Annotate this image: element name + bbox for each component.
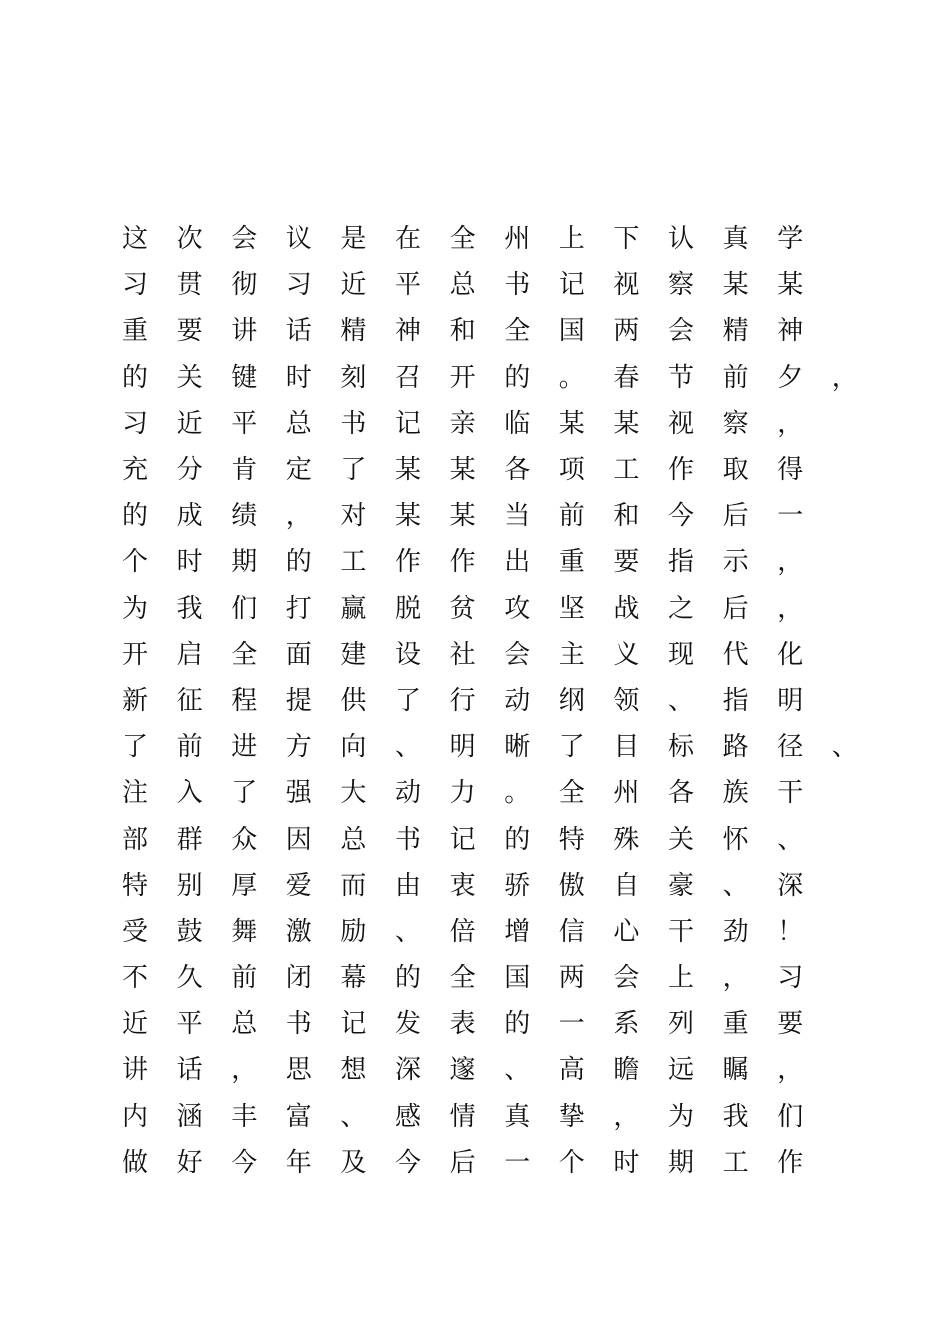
text-line: 新征程提供了行动纲领、指明 <box>122 685 832 716</box>
body-text <box>122 216 922 1186</box>
text-line: 的成绩，对某某当前和今后一 <box>122 501 832 532</box>
text-line: 的关键时刻召开的。春节前夕， <box>122 362 887 393</box>
text-line: 特别厚爱而由衷骄傲自豪、深 <box>122 870 832 901</box>
text-line: 了前进方向、明晰了目标路径、 <box>122 732 887 763</box>
text-line: 个时期的工作作出重要指示， <box>122 547 832 578</box>
text-line: 注入了强大动力。全州各族干 <box>122 778 832 809</box>
text-line: 重要讲话精神和全国两会精神 <box>122 316 832 347</box>
text-line: 内涵丰富、感情真挚，为我们 <box>122 1101 832 1132</box>
text-line: 不久前闭幕的全国两会上，习 <box>122 963 832 994</box>
text-line: 充分肯定了某某各项工作取得 <box>122 455 832 486</box>
text-line: 开启全面建设社会主义现代化 <box>122 639 832 670</box>
text-line: 为我们打赢脱贫攻坚战之后， <box>122 593 832 624</box>
text-line: 近平总书记发表的一系列重要 <box>122 1009 832 1040</box>
text-line: 讲话，思想深邃、高瞻远瞩， <box>122 1055 832 1086</box>
text-line: 做好今年及今后一个时期工作 <box>122 1147 832 1178</box>
text-line: 受鼓舞激励、倍增信心干劲！ <box>122 916 832 947</box>
text-line: 这次会议是在全州上下认真学 <box>122 224 832 255</box>
text-line: 部群众因总书记的特殊关怀、 <box>122 824 832 855</box>
text-line: 习贯彻习近平总书记视察某某 <box>122 270 832 301</box>
text-line: 习近平总书记亲临某某视察， <box>122 408 832 439</box>
